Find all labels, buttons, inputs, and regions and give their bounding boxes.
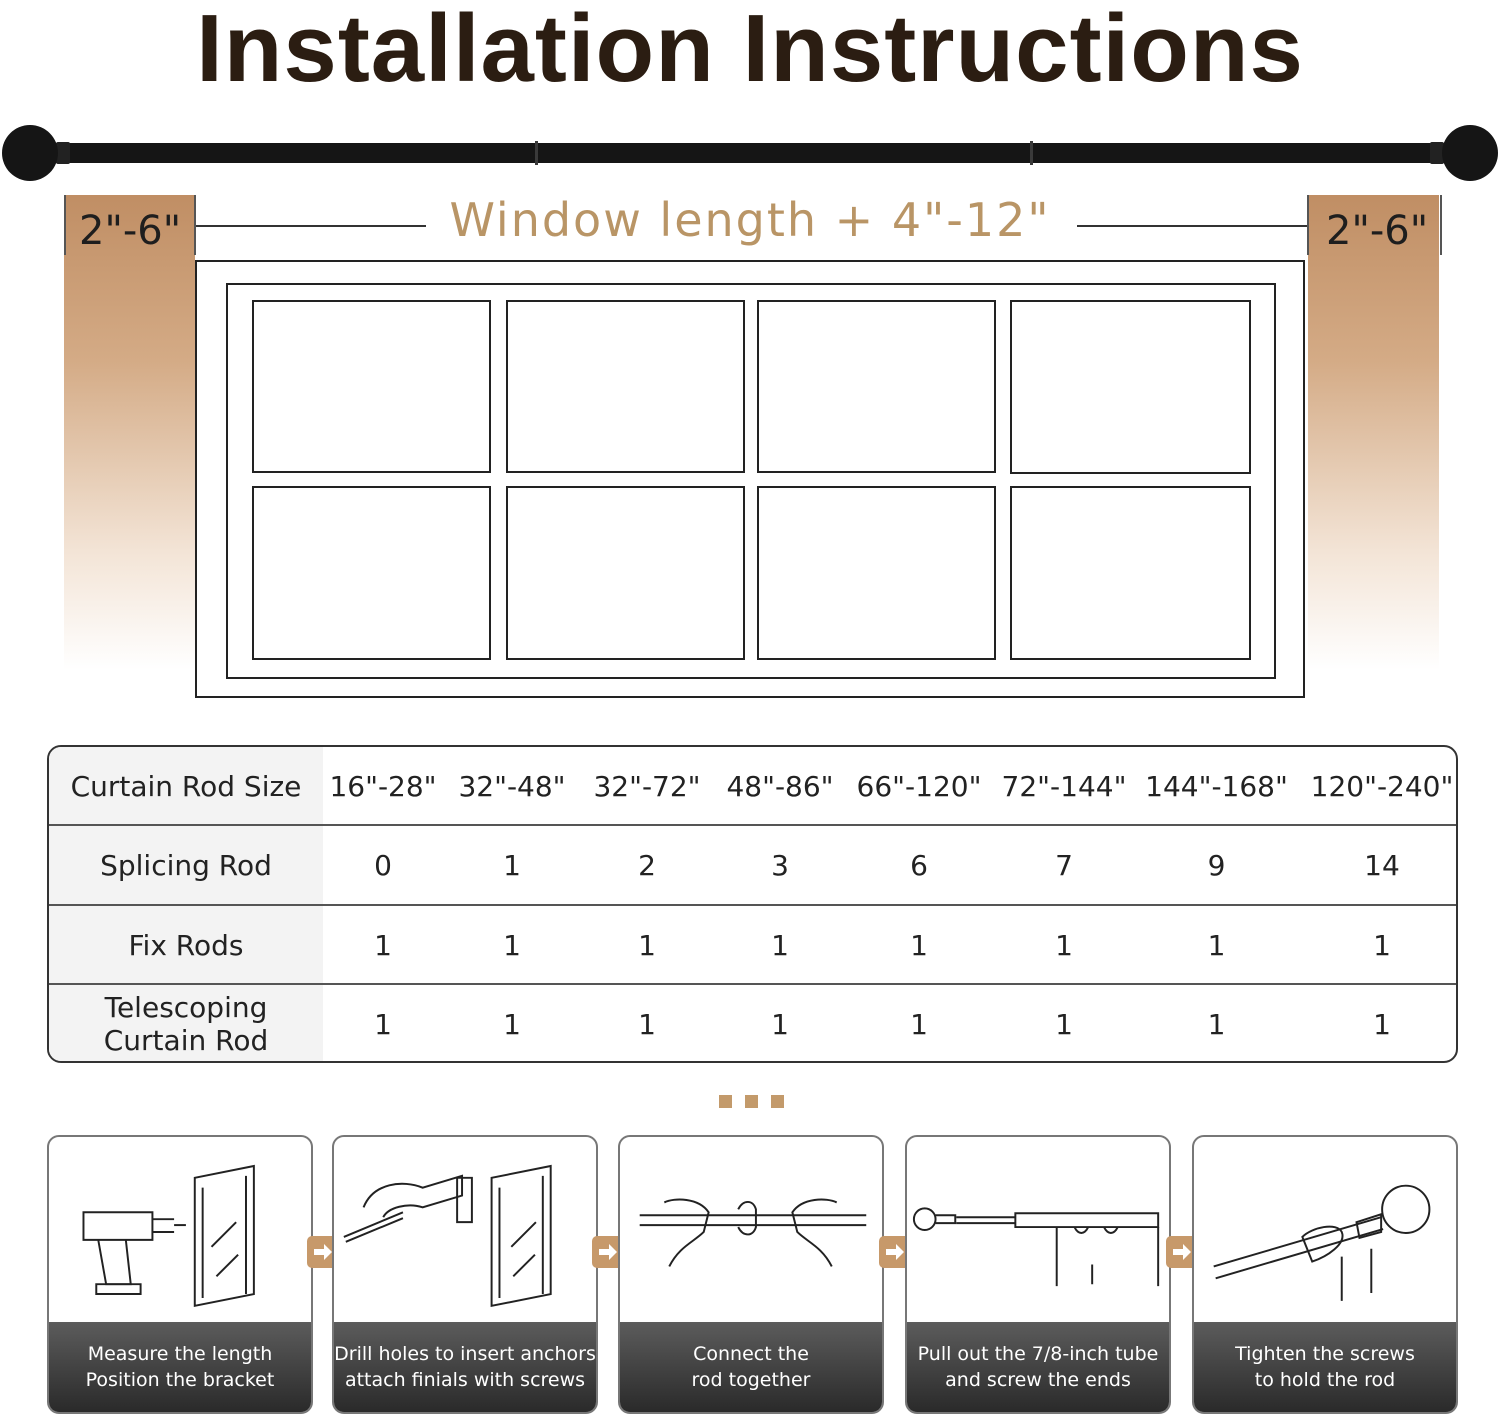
separator-dot xyxy=(771,1095,784,1108)
hands-rod-icon xyxy=(620,1137,882,1325)
finial-tighten-icon xyxy=(1194,1137,1456,1325)
step-card-extend xyxy=(905,1135,1171,1414)
step-caption-line: Connect the xyxy=(693,1343,809,1365)
table-cell: 1 xyxy=(374,928,392,962)
table-cell: 1 xyxy=(503,849,521,882)
table-cell: 1 xyxy=(910,1007,928,1041)
table-cell: 1 xyxy=(1055,1007,1073,1041)
size-cell: 16"-28" xyxy=(329,769,437,803)
table-cell: 9 xyxy=(1207,849,1226,882)
row-label-line: Curtain Rod xyxy=(103,1024,269,1057)
table-cell: 1 xyxy=(638,1007,656,1041)
separator-dot xyxy=(745,1095,758,1108)
step-card-drill xyxy=(332,1135,598,1414)
step-caption xyxy=(1194,1322,1456,1412)
window-length-label: Window length + 4"-12" xyxy=(449,193,1051,247)
divider xyxy=(1307,195,1309,255)
rod-joint xyxy=(1030,141,1033,165)
right-overhang-area xyxy=(1308,195,1439,670)
step-caption xyxy=(334,1322,596,1412)
step-caption xyxy=(907,1322,1169,1412)
step-card-tighten xyxy=(1192,1135,1458,1414)
size-cell: 32"-48" xyxy=(458,769,566,803)
dimension-line xyxy=(1077,225,1307,227)
page-title: Installation Instructions xyxy=(196,0,1304,102)
left-overhang-label: 2"-6" xyxy=(79,208,182,254)
window-pane xyxy=(1010,486,1251,660)
window-pane xyxy=(252,300,491,473)
table-cell: 1 xyxy=(1207,1007,1226,1041)
window-pane xyxy=(252,486,491,660)
row-label: Splicing Rod xyxy=(100,849,272,882)
table-cell: 1 xyxy=(771,928,789,962)
window-pane xyxy=(506,300,745,473)
dimension-line xyxy=(196,225,426,227)
step-card-measure xyxy=(47,1135,313,1414)
step-card-connect xyxy=(618,1135,884,1414)
separator-dot xyxy=(719,1095,732,1108)
table-row xyxy=(49,906,1456,984)
step-caption xyxy=(49,1322,311,1412)
table-cell: 1 xyxy=(503,928,521,962)
bracket-icon xyxy=(334,1137,596,1325)
size-cell: 66"-120" xyxy=(856,769,982,803)
right-overhang-label: 2"-6" xyxy=(1326,208,1429,254)
table-header-label: Curtain Rod Size xyxy=(70,769,302,803)
table-cell: 1 xyxy=(638,928,656,962)
table-cell: 1 xyxy=(771,1007,789,1041)
size-cell: 120"-240" xyxy=(1310,769,1454,803)
window-pane xyxy=(757,300,996,473)
rod-tube-icon xyxy=(907,1137,1169,1325)
finial-collar xyxy=(56,142,70,164)
size-cell: 48"-86" xyxy=(726,769,834,803)
step-caption xyxy=(620,1322,882,1412)
step-caption-line: rod together xyxy=(691,1369,811,1391)
table-cell: 1 xyxy=(1207,928,1226,962)
table-cell: 6 xyxy=(910,849,928,882)
rod-joint xyxy=(535,141,538,165)
step-caption-line: Measure the length xyxy=(87,1343,273,1365)
step-caption-line: Pull out the 7/8-inch tube xyxy=(917,1343,1159,1365)
table-cell: 2 xyxy=(638,849,656,882)
step-caption-line: attach finials with screws xyxy=(344,1369,586,1391)
table-cell: 0 xyxy=(374,849,392,882)
size-cell: 72"-144" xyxy=(1001,769,1127,803)
step-caption-line: and screw the ends xyxy=(945,1369,1131,1391)
right-finial-icon xyxy=(1442,125,1498,181)
row-label-line: Telescoping xyxy=(104,991,268,1024)
window-pane xyxy=(506,486,745,660)
divider xyxy=(64,195,66,255)
window-pane xyxy=(1010,300,1251,474)
table-row xyxy=(49,826,1456,905)
table-cell: 1 xyxy=(1373,1007,1391,1041)
step-caption-line: Tighten the screws xyxy=(1235,1343,1415,1365)
left-finial-icon xyxy=(2,125,58,181)
row-label xyxy=(49,985,323,1063)
table-cell: 3 xyxy=(771,849,789,882)
left-overhang-area xyxy=(64,195,195,670)
table-row xyxy=(49,985,1456,1063)
table-cell: 1 xyxy=(374,1007,392,1041)
table-cell: 1 xyxy=(1373,928,1391,962)
table-cell: 1 xyxy=(1055,928,1073,962)
table-cell: 1 xyxy=(910,928,928,962)
window-pane xyxy=(757,486,996,660)
table-cell: 1 xyxy=(503,1007,521,1041)
drill-icon xyxy=(49,1137,311,1325)
table-cell: 14 xyxy=(1364,849,1400,882)
size-cell: 32"-72" xyxy=(593,769,701,803)
step-caption-line: Position the bracket xyxy=(85,1369,275,1391)
row-label: Fix Rods xyxy=(128,928,244,962)
curtain-rod xyxy=(50,143,1450,163)
table-row xyxy=(49,747,1456,825)
step-caption-line: Drill holes to insert anchors xyxy=(334,1343,596,1365)
table-cell: 7 xyxy=(1055,849,1073,882)
step-caption-line: to hold the rod xyxy=(1254,1369,1396,1391)
size-cell: 144"-168" xyxy=(1145,769,1288,803)
rod-size-table xyxy=(47,745,1458,1063)
divider xyxy=(1440,195,1442,255)
